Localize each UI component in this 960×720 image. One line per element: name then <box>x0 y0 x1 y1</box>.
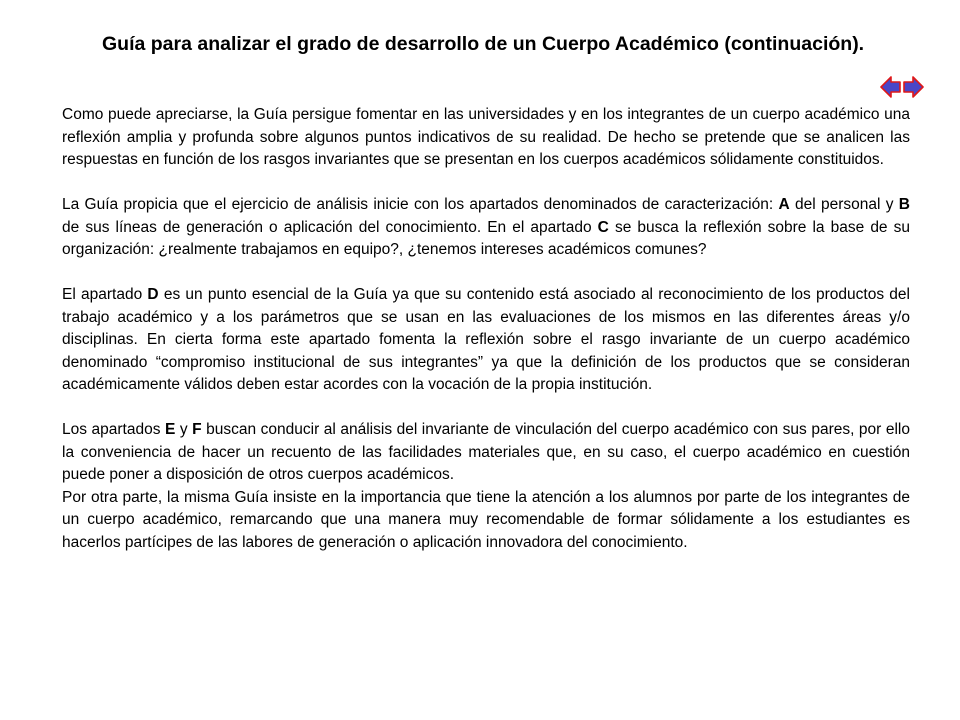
text-span: y <box>175 421 193 438</box>
text-span: La Guía propicia que el ejercicio de análisis inicie con los apartados denominados de caracterización: <box>62 196 779 213</box>
text-span: del personal y <box>789 196 899 213</box>
text-span: buscan conducir al análisis del invariante de vinculación del cuerpo académico con sus pares, por ello la conveniencia de hacer un recuento de las facilidades materiales que, en su caso, el cuerpo académico en cuestión puede poner a disposición de otros cuerpos académicos. <box>62 421 910 483</box>
section-key-f: F <box>192 421 202 438</box>
paragraph-students: Por otra parte, la misma Guía insiste en la importancia que tiene la atención a los alumnos por parte de los integrantes de un cuerpo académico, remarcando que una manera muy recomendable de formar sólidamente a los estudiantes es hacerlos partícipes de las labores de generación o aplicación innovadora del conocimiento. <box>62 488 910 551</box>
arrow-left-icon[interactable] <box>880 76 901 98</box>
section-key-b: B <box>898 196 910 213</box>
text-span: Los apartados <box>62 421 165 438</box>
section-key-c: C <box>597 218 609 236</box>
text-span: de sus líneas de generación o aplicación del conocimiento. En el apartado <box>62 218 598 236</box>
slide-navigation <box>880 76 924 98</box>
slide-body <box>62 104 910 554</box>
text-span: es un punto esencial de la Guía ya que su contenido está asociado al reconocimiento de los productos del trabajo académico y a los parámetros que se usan en las evaluaciones de los mismos en las diferentes áreas y/o disciplinas. En cierta forma este apartado fomenta la reflexión sobre el rasgo invariante de un cuerpo académico denominado “compromiso institucional de sus integrantes” ya que la definición de los productos que se consideran académicamente válidos deben estar acordes con la vocación de la propia institución. <box>62 286 910 393</box>
text-span: El apartado <box>62 286 148 303</box>
paragraph-intro: Como puede apreciarse, la Guía persigue fomentar en las universidades y en los integrantes de un cuerpo académico una reflexión amplia y profunda sobre algunos puntos indicativos de su realidad. De hecho se pretende que se analicen las respuestas en función de los rasgos invariantes que se presentan en los cuerpos académicos sólidamente constituidos. <box>62 106 910 168</box>
section-key-a: A <box>778 196 790 213</box>
paragraph-section-d <box>62 284 910 397</box>
section-key-d: D <box>147 286 159 303</box>
section-key-e: E <box>165 421 176 438</box>
paragraph-sections-abc <box>62 194 910 262</box>
arrow-right-icon[interactable] <box>903 76 924 98</box>
paragraph-sections-ef <box>62 419 910 487</box>
slide-title: Guía para analizar el grado de desarrollo de un Cuerpo Académico (continuación). <box>102 33 865 55</box>
text-span: se busca la reflexión sobre la base de su organización: ¿realmente trabajamos en equipo?, ¿tenemos intereses académicos comunes? <box>62 218 911 258</box>
